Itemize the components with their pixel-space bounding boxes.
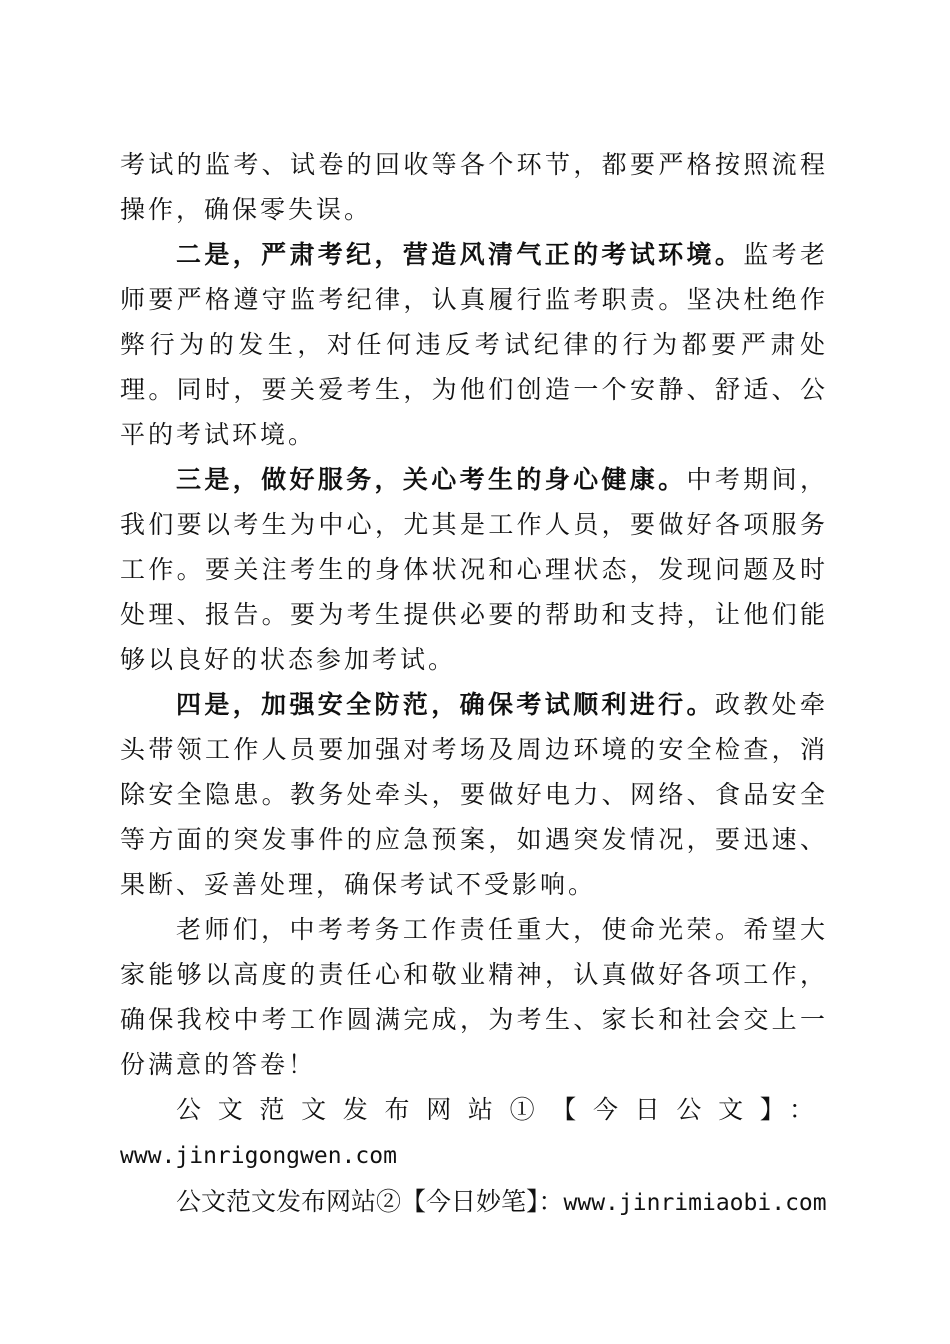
footer-site-two-label: 公文范文发布网站②【今日妙笔】： [176,1187,564,1216]
paragraph-closing [120,907,828,1087]
paragraph-text: 老师们，中考考务工作责任重大，使命光荣。希望大家能够以高度的责任心和敬业精神，认真做好各项工作，确保我校中考工作圆满完成，为考生、家长和社会交上一份满意的答卷！ [120,915,828,1079]
paragraph-text: 考试的监考、试卷的回收等各个环节，都要严格按照流程操作，确保零失误。 [120,150,828,224]
paragraph-lead: 四是，加强安全防范，确保考试顺利进行。 [176,690,715,719]
paragraph-lead: 二是，严肃考纪，营造风清气正的考试环境。 [176,240,744,269]
paragraph-point-four [120,682,828,907]
footer-site-one-url-line [120,1132,828,1179]
paragraph-continuation [120,142,828,232]
paragraph-text: 监考老师要严格遵守监考纪律，认真履行监考职责。坚决杜绝作弊行为的发生，对任何违反考试纪律的行为都要严肃处理。同时，要关爱考生，为他们创造一个安静、舒适、公平的考试环境。 [120,240,828,449]
footer-site-one-url[interactable]: www.jinrigongwen.com [120,1143,397,1169]
document-body [120,142,828,1226]
footer-site-two [120,1179,828,1226]
paragraph-point-three [120,457,828,682]
footer-site-one [120,1087,828,1132]
footer-site-two-url[interactable]: www.jinrimiaobi.com [563,1190,827,1216]
paragraph-lead: 三是，做好服务，关心考生的身心健康。 [176,465,687,494]
paragraph-text: 中考期间，我们要以考生为中心，尤其是工作人员，要做好各项服务工作。要关注考生的身体状况和心理状态，发现问题及时处理、报告。要为考生提供必要的帮助和支持，让他们能够以良好的状态参加考试。 [120,465,828,674]
paragraph-point-two [120,232,828,457]
footer-site-one-label: 公文范文发布网站①【今日公文】： [176,1095,828,1124]
paragraph-text: 政教处牵头带领工作人员要加强对考场及周边环境的安全检查，消除安全隐患。教务处牵头，要做好电力、网络、食品安全等方面的突发事件的应急预案，如遇突发情况，要迅速、果断、妥善处理，确保考试不受影响。 [120,690,828,899]
